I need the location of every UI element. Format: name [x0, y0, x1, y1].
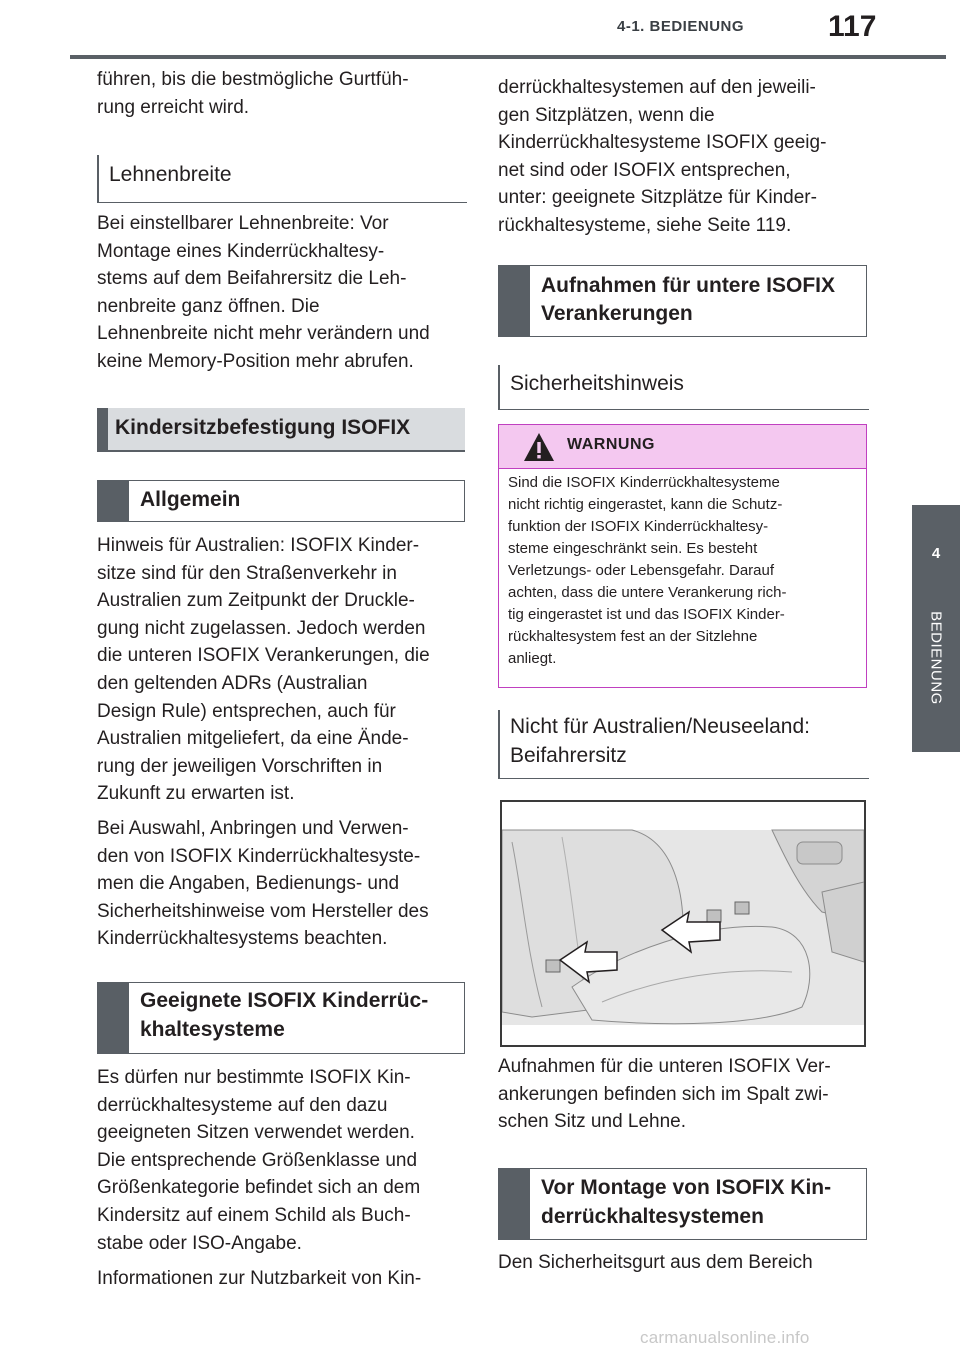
heading-allgemein: Allgemein	[97, 480, 465, 522]
allgemein-paragraph-2: Bei Auswahl, Anbringen und Verwen- den von ISOFIX Kinderrückhaltesyste- men die Angaben, Bedienungs- und Sicherheitshinweise vom Hersteller des Kinderrückhaltesystems beachten.	[97, 818, 429, 950]
isofix-seat-illustration	[500, 800, 866, 1047]
running-header-section: 4-1. BEDIENUNG	[617, 18, 745, 35]
warning-title: WARNUNG	[567, 436, 655, 453]
heading-aufnahmen: Aufnahmen für untere ISOFIX Verankerungen	[498, 265, 867, 337]
continuation-paragraph: derrückhaltesystemen auf den jeweili- gen Sitzplätzen, wenn die Kinderrückhaltesysteme ISOFIX geeig- net sind oder ISOFIX entsprechen, unter: geeignete Sitzplätze für Kinder- rückhaltesysteme, siehe Seite 119.	[498, 77, 827, 236]
final-paragraph: Den Sicherheitsgurt aus dem Bereich	[498, 1252, 813, 1273]
intro-paragraph: führen, bis die bestmögliche Gurtfüh- rung erreicht wird.	[97, 69, 409, 118]
page-number: 117	[828, 10, 877, 43]
heading-vor-montage: Vor Montage von ISOFIX Kin- derrückhaltesystemen	[498, 1168, 867, 1240]
geeignete-paragraph-2: Informationen zur Nutzbarkeit von Kin-	[97, 1268, 422, 1289]
warning-box	[498, 424, 867, 688]
lehnenbreite-paragraph: Bei einstellbarer Lehnenbreite: Vor Montage eines Kinderrückhaltesy- stems auf dem Beifahrersitz die Leh- nenbreite ganz öffnen. Die Lehnenbreite nicht mehr verändern und keine Memory-Position mehr abrufen.	[97, 213, 430, 372]
warning-text: Sind die ISOFIX Kinderrückhaltesysteme nicht richtig eingerastet, kann die Schutz- funktion der ISOFIX Kinderrückhaltesy- steme eingeschränkt sein. Es besteht Verletzungs- oder Lebensgefahr. Darauf achten, dass die untere Verankerung rich- tig eingerastet ist und das ISOFIX Kinder- rückhaltesystem fest an der Sitzlehne anliegt.	[508, 474, 787, 667]
watermark: carmanualsonline.info	[640, 1328, 810, 1347]
heading-nicht-australien: Nicht für Australien/Neuseeland: Beifahrersitz	[498, 710, 869, 779]
allgemein-paragraph-1: Hinweis für Australien: ISOFIX Kinder- sitze sind für den Straßenverkehr in Australien zum Zeitpunkt der Druckle- gung nicht zugelassen. Jedoch werden die unteren ISOFIX Verankerungen, die den geltenden ADRs (Australian Design Rule) entsprechen, auch für Australien mitgeliefert, da eine Ände- rung der jeweiligen Vorschriften in Zukunft zu erwarten ist.	[97, 535, 430, 805]
chapter-number: 4	[931, 545, 941, 562]
heading-geeignete: Geeignete ISOFIX Kinderrüc- khaltesysteme	[97, 982, 465, 1054]
heading-isofix: Kindersitzbefestigung ISOFIX	[97, 408, 465, 452]
heading-sicherheitshinweis: Sicherheitshinweis	[498, 365, 869, 410]
header-rule	[70, 55, 946, 59]
heading-lehnenbreite: Lehnenbreite	[97, 155, 467, 203]
seat-drawing	[502, 802, 864, 1045]
warning-header	[499, 425, 866, 469]
geeignete-paragraph-1: Es dürfen nur bestimmte ISOFIX Kin- derrückhaltesysteme auf den dazu geeigneten Sitzen verwendet werden. Die entsprechende Größenklasse und Größenkategorie befindet sich an dem Kindersitz auf einem Schild als Buch- stabe oder ISO-Angabe.	[97, 1067, 421, 1254]
warning-triangle-icon	[523, 432, 555, 462]
chapter-label: BEDIENUNG	[927, 611, 945, 705]
illustration-caption: Aufnahmen für die unteren ISOFIX Ver- ankerungen befinden sich im Spalt zwi- schen Sitz und Lehne.	[498, 1056, 831, 1133]
